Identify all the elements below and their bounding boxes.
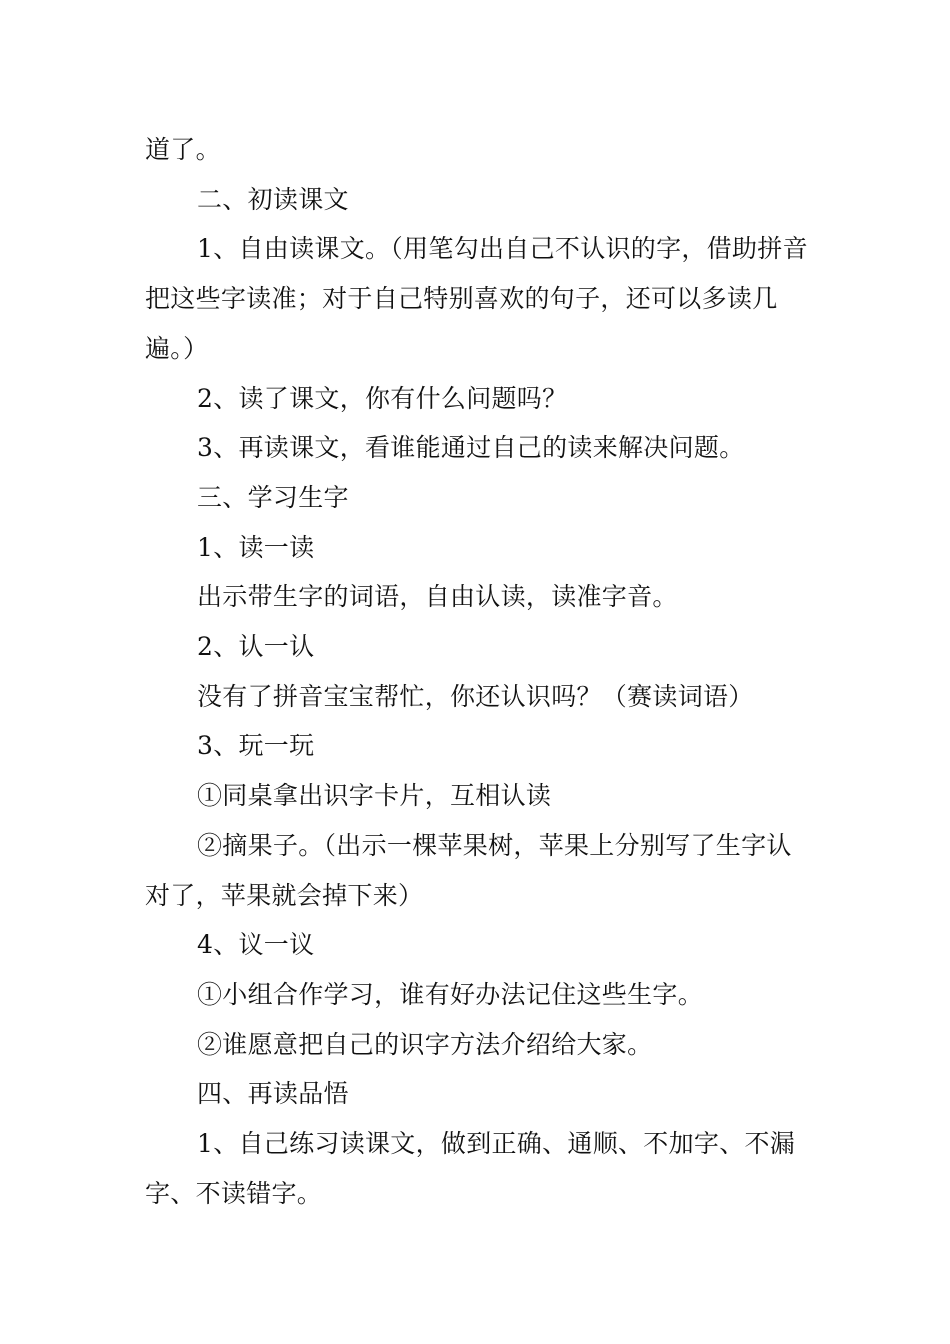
paragraph-reread: 3、再读课文，看谁能通过自己的读来解决问题。 bbox=[197, 433, 745, 463]
paragraph-show-words: 出示带生字的词语，自由认读，读准字音。 bbox=[197, 582, 678, 612]
paragraph-free-reading: 1、自由读课文。（用笔勾出自己不认识的字，借助拼音把这些字读准；对于自己特别喜欢的句子，还可以多读几遍。） bbox=[145, 234, 808, 363]
paragraph-questions: 2、读了课文，你有什么问题吗？ bbox=[197, 383, 568, 413]
document-body bbox=[145, 125, 810, 1218]
paragraph-group-study: ①小组合作学习，谁有好办法记住这些生字。 bbox=[197, 979, 704, 1009]
section-heading-reread: 四、再读品悟 bbox=[197, 1079, 349, 1109]
paragraph-card-reading: ①同桌拿出识字卡片，互相认读 bbox=[197, 781, 552, 811]
paragraph-practice-reading: 1、自己练习读课文，做到正确、通顺、不加字、不漏字、不读错字。 bbox=[145, 1129, 796, 1208]
subheading-discuss: 4、议一议 bbox=[197, 930, 315, 960]
paragraph-no-pinyin: 没有了拼音宝宝帮忙，你还认识吗？（赛读词语） bbox=[197, 681, 754, 711]
paragraph-pick-fruit: ②摘果子。（出示一棵苹果树，苹果上分别写了生字认对了，苹果就会掉下来） bbox=[145, 830, 792, 910]
paragraph-share-method: ②谁愿意把自己的识字方法介绍给大家。 bbox=[197, 1029, 653, 1059]
subheading-recognize: 2、认一认 bbox=[197, 632, 315, 662]
section-heading-first-reading: 二、初读课文 bbox=[197, 184, 349, 214]
section-heading-learn-characters: 三、学习生字 bbox=[197, 482, 349, 512]
paragraph-continuation: 道了。 bbox=[145, 135, 221, 164]
subheading-read: 1、读一读 bbox=[197, 532, 315, 562]
subheading-play: 3、玩一玩 bbox=[197, 731, 315, 761]
